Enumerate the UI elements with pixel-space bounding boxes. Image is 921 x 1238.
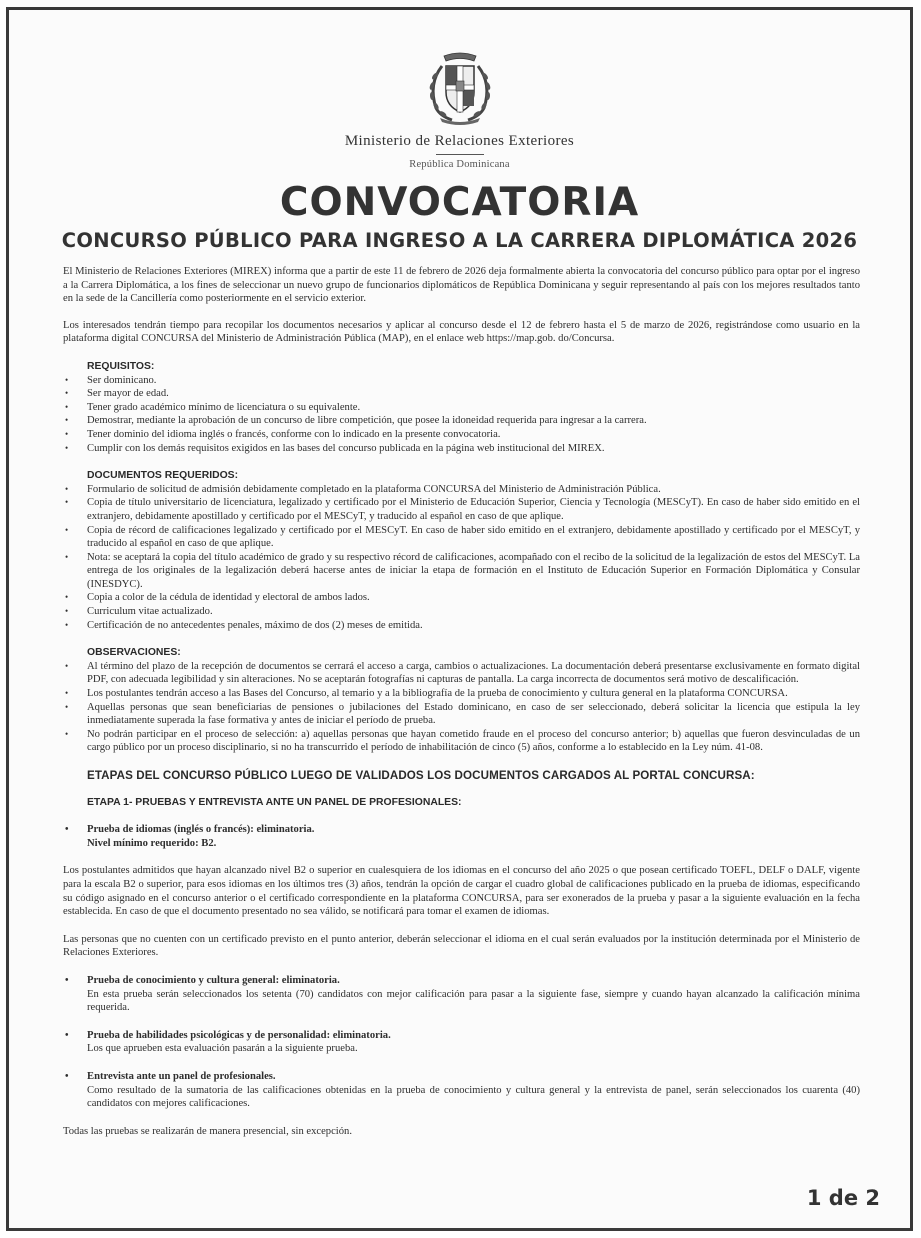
- entrevista-item: • Entrevista ante un panel de profesionales. Como resultado de la sumatoria de las calificaciones obtenidas en la prueba de conocimiento y cultura general y la entrevista de panel, serán seleccionados los cuarenta (40) candidatos con mejores calificaciones.: [65, 1070, 860, 1110]
- idiomas-item: • Prueba de idiomas (inglés o francés): eliminatoria. Nivel mínimo requerido: B2.: [63, 823, 860, 850]
- list-item: • No podrán participar en el proceso de selección: a) aquellas personas que hayan cometido fraude en el proceso del concurso anterior; b) aquellas que fueron desvinculadas de un cargo público por un proceso disciplinario, si no ha transcurrido el período de inhabilitación de cinco (5) años, conforme a lo establecido en la Ley núm. 41-08.: [63, 728, 860, 755]
- documentos-heading: DOCUMENTOS REQUERIDOS:: [87, 470, 239, 482]
- list-item: • Formulario de solicitud de admisión debidamente completado en la plataforma CONCURSA del Ministerio de Administración Pública.: [63, 483, 860, 497]
- habilidades-item: • Prueba de habilidades psicológicas y de personalidad: eliminatoria. Los que aprueben esta evaluación pasarán a la siguiente prueba.: [63, 1029, 860, 1056]
- intro-paragraph-1: El Ministerio de Relaciones Exteriores (MIREX) informa que a partir de este 11 de febrero de 2026 deja formalmente abierta la convocatoria del concurso público para optar por el ingreso a la Carrera Diplomática, a los fines de seleccionar un nuevo grupo de funcionarios diplomáticos de República Dominicana y seguir representando al país con los mejores resultados tanto en la sede de la Cancillería como posteriormente en el servicio exterior.: [63, 266, 860, 305]
- idiomas-level: Nivel mínimo requerido: B2.: [87, 837, 217, 849]
- intro-paragraph-2: Los interesados tendrán tiempo para recopilar los documentos necesarios y aplicar al concurso desde el 12 de febrero hasta el 5 de marzo de 2026, registrándose como usuario en la plataforma digital CONCURSA del Ministerio de Administración Pública (MAP), en el enlace web https://map.gob. do/Concursa.: [63, 319, 860, 345]
- list-item: • Demostrar, mediante la aprobación de un concurso de libre competición, que posee la idoneidad requerida para ingresar a la carrera.: [63, 414, 860, 428]
- list-item: • Copia de récord de calificaciones legalizado y certificado por el MESCyT. En caso de haber sido emitido en el extranjero, debidamente apostillado y certificado por el MESCyT, y traducido al español en caso de que aplique.: [63, 524, 860, 551]
- header-divider: [436, 154, 484, 155]
- certificados-paragraph: Los postulantes admitidos que hayan alcanzado nivel B2 o superior en cualesquiera de los idiomas en el concurso del año 2025 o que posean certificado TOEFL, DELF o DALF, vigente para la escala B2 o superior, para esos idiomas en los últimos tres (3) años, tendrán la opción de cargar el cuadro global de calificaciones publicado en la prueba de idiomas, especificando su código asignado en el concurso anterior o el certificado correspondiente en la plataforma CONCURSA, para ser exonerados de la prueba y pasar a la siguiente evaluación en la fecha establecida. En caso de que el documento presentado no sea válido, se notificará para tomar el examen de idiomas.: [63, 865, 860, 918]
- list-item: • Tener dominio del idioma inglés o francés, conforme con lo indicado en la presente convocatoria.: [63, 428, 860, 442]
- list-item: • Copia a color de la cédula de identidad y electoral de ambos lados.: [63, 591, 860, 605]
- country-name: República Dominicana: [409, 159, 510, 170]
- etapas-heading: ETAPAS DEL CONCURSO PÚBLICO LUEGO DE VALIDADOS LOS DOCUMENTOS CARGADOS AL PORTAL CONCURSA:: [87, 769, 755, 782]
- document-body: [63, 265, 860, 1138]
- closing-paragraph: Todas las pruebas se realizarán de manera presencial, sin excepción.: [63, 1125, 352, 1137]
- requisitos-heading: REQUISITOS:: [87, 360, 155, 372]
- conocimiento-title: Prueba de conocimiento y cultura general: eliminatoria.: [87, 974, 340, 986]
- list-item: • Los postulantes tendrán acceso a las Bases del Concurso, al temario y a la bibliografía de la prueba de conocimiento y cultura general en la plataforma CONCURSA.: [63, 687, 860, 701]
- list-item: • Curriculum vitae actualizado.: [63, 605, 860, 619]
- sin-certificado-paragraph: Las personas que no cuenten con un certificado previsto en el punto anterior, deberán seleccionar el idioma en el cual serán evaluados por la institución determinada por el Ministerio de Relaciones Exteriores.: [63, 933, 860, 959]
- conocimiento-item: • Prueba de conocimiento y cultura general: eliminatoria. En esta prueba serán seleccionados los setenta (70) candidatos con mejor calificación para pasar a la siguiente fase, siempre y cuando hayan alcanzado la calificación mínima requerida.: [65, 974, 860, 1014]
- idiomas-title: Prueba de idiomas (inglés o francés): eliminatoria.: [87, 824, 315, 836]
- requisitos-list: [63, 374, 860, 456]
- documentos-list: [63, 483, 860, 633]
- etapa1-heading: ETAPA 1- PRUEBAS Y ENTREVISTA ANTE UN PANEL DE PROFESIONALES:: [87, 796, 462, 808]
- coat-of-arms-icon: [422, 48, 498, 126]
- observaciones-list: [63, 660, 860, 755]
- list-item: • Ser mayor de edad.: [63, 387, 860, 401]
- habilidades-title: Prueba de habilidades psicológicas y de personalidad: eliminatoria.: [87, 1029, 391, 1041]
- entrevista-desc: Como resultado de la sumatoria de las calificaciones obtenidas en la prueba de conocimiento y cultura general y la entrevista de panel, serán seleccionados los cuarenta (40) candidatos con mejores calificaciones.: [87, 1084, 860, 1110]
- observaciones-heading: OBSERVACIONES:: [87, 647, 181, 659]
- conocimiento-desc: En esta prueba serán seleccionados los setenta (70) candidatos con mejor calificación para pasar a la siguiente fase, siempre y cuando hayan alcanzado la calificación mínima requerida.: [87, 988, 860, 1014]
- list-item: • Certificación de no antecedentes penales, máximo de dos (2) meses de emitida.: [63, 619, 860, 633]
- list-item: • Tener grado académico mínimo de licenciatura o su equivalente.: [63, 401, 860, 415]
- entrevista-title: Entrevista ante un panel de profesionales.: [87, 1070, 276, 1082]
- list-item: • Copia de título universitario de licenciatura, legalizado y certificado por el Ministerio de Educación Superior, Ciencia y Tecnología (MESCyT). En caso de haber sido emitido en el extranjero, debidamente apostillado y certificado por el MESCyT, y traducido al español en caso de que aplique.: [63, 496, 860, 523]
- page-title: CONVOCATORIA: [279, 180, 640, 225]
- habilidades-desc: Los que aprueben esta evaluación pasarán a la siguiente prueba.: [87, 1043, 358, 1055]
- list-item: • Cumplir con los demás requisitos exigidos en las bases del concurso publicada en la página web institucional del MIREX.: [63, 442, 860, 456]
- list-item: • Aquellas personas que sean beneficiarias de pensiones o jubilaciones del Estado dominicano, en caso de ser seleccionado, deberá solicitar la licencia que estipula la ley inmediatamente superada la fase formativa y antes de iniciar el período de prueba.: [63, 701, 860, 728]
- list-item: • Al término del plazo de la recepción de documentos se cerrará el acceso a carga, cambios o actualizaciones. La documentación deberá presentarse exclusivamente en formato digital PDF, con adecuada legibilidad y sin alteraciones. No se aceptarán fotografías ni capturas de pantalla. La carga incorrecta de documentos será motivo de descalificación.: [63, 660, 860, 687]
- letterhead: [9, 48, 910, 170]
- list-item: • Nota: se aceptará la copia del título académico de grado y su respectivo récord de calificaciones, acompañado con el recibo de la solicitud de la legalización de estos del MESCyT. La entrega de los originales de la legalización deberá hacerse antes de iniciar la etapa de formación en el Instituto de Educación Superior en Formación Diplomática y Consular (INESDYC).: [63, 551, 860, 592]
- document-page: [6, 7, 913, 1231]
- page-subtitle: CONCURSO PÚBLICO PARA INGRESO A LA CARRERA DIPLOMÁTICA 2026: [61, 229, 858, 252]
- ministry-name: Ministerio de Relaciones Exteriores: [344, 133, 575, 149]
- list-item: • Ser dominicano.: [63, 374, 860, 388]
- page-number: 1 de 2: [806, 1186, 880, 1210]
